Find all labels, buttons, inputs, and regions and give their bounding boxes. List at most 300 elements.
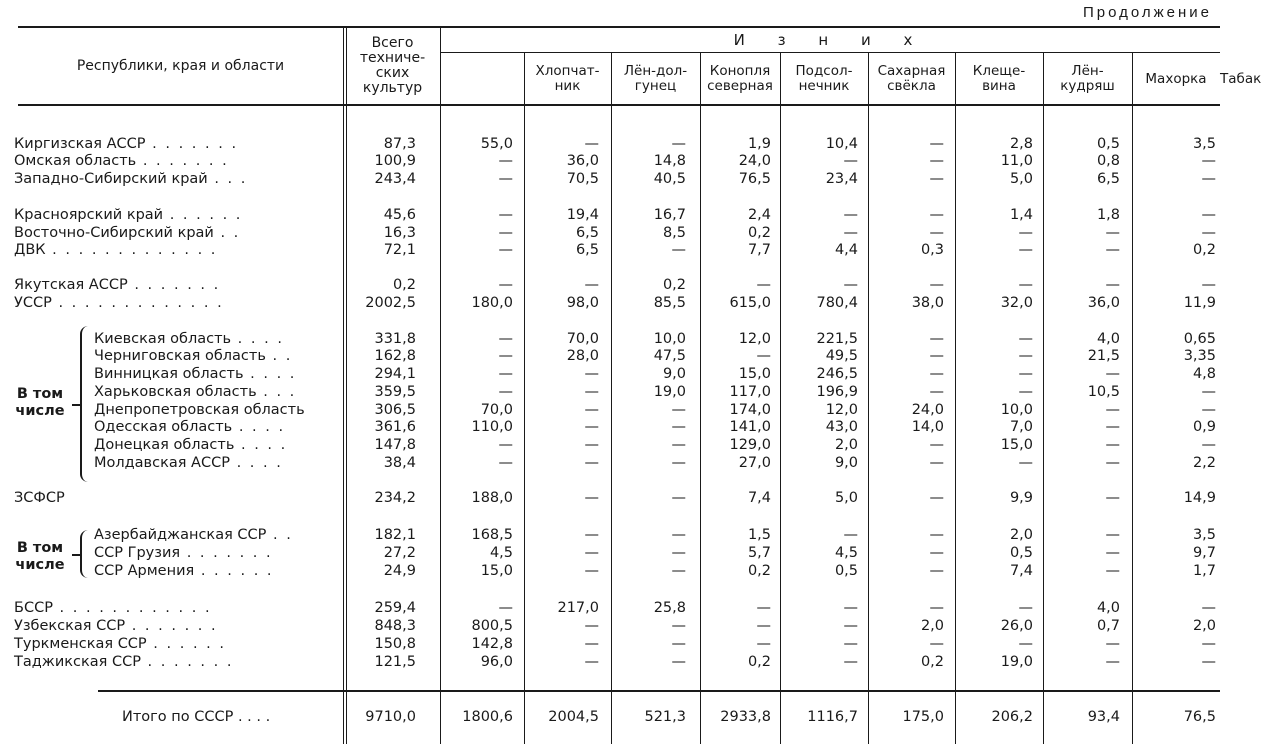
row-leader-dots: . . . . <box>243 366 297 382</box>
table-cell: 28,0 <box>566 348 599 364</box>
row-leader-dots: . . . . . . <box>194 563 274 579</box>
table-cell: 87,3 <box>383 136 416 152</box>
table-cell: — <box>843 654 858 670</box>
row-name-text: ССР Армения <box>94 563 195 579</box>
row-name <box>14 225 240 242</box>
table-cell: — <box>584 402 599 418</box>
table-cell: — <box>1105 527 1120 543</box>
group-label-ussr: В том числе <box>15 386 65 419</box>
row-name-text: Красноярский край <box>14 207 164 223</box>
table-cell: — <box>671 419 686 435</box>
column-rule <box>343 28 344 744</box>
row-name <box>94 331 284 348</box>
table-cell: — <box>929 384 944 400</box>
table-cell: 217,0 <box>557 600 599 616</box>
row-name <box>94 384 296 401</box>
row-name-text: Донецкая область <box>94 437 235 453</box>
row-name-text: Молдавская АССР <box>94 455 230 471</box>
column-rule <box>955 52 956 744</box>
row-name <box>94 563 274 580</box>
table-cell: — <box>498 277 513 293</box>
table-cell: 780,4 <box>816 295 858 311</box>
table-cell: — <box>584 563 599 579</box>
table-cell: — <box>756 348 771 364</box>
table-cell: — <box>498 455 513 471</box>
continuation-label: Продолжение <box>1082 4 1212 21</box>
table-cell: 47,5 <box>653 348 686 364</box>
table-cell: — <box>584 545 599 561</box>
table-cell: 5,7 <box>747 545 771 561</box>
table-cell: — <box>671 455 686 471</box>
table-cell: — <box>584 654 599 670</box>
table-cell: 2,8 <box>1009 136 1033 152</box>
table-cell: 70,5 <box>566 171 599 187</box>
table-cell: 16,7 <box>653 207 686 223</box>
row-name-text: Одесская область <box>94 419 233 435</box>
table-cell: 14,9 <box>1183 490 1216 506</box>
table-cell: — <box>929 636 944 652</box>
table-cell: 16,3 <box>383 225 416 241</box>
table-cell: — <box>929 455 944 471</box>
table-cell: — <box>1105 563 1120 579</box>
crop-header: Клеще- вина <box>972 63 1026 94</box>
total-cell: 175,0 <box>902 709 944 725</box>
table-cell: — <box>929 136 944 152</box>
table-cell: 162,8 <box>374 348 416 364</box>
table-cell: — <box>584 136 599 152</box>
crop-header: Подсол- нечник <box>795 63 853 94</box>
row-name <box>14 618 218 635</box>
row-name-text: Таджикская ССР <box>14 654 141 670</box>
table-cell: 15,0 <box>480 563 513 579</box>
table-cell: — <box>584 277 599 293</box>
table-cell: 6,5 <box>575 242 599 258</box>
table-cell: — <box>1105 545 1120 561</box>
row-leader-dots: . . . . . . . . . . . . . <box>45 242 218 258</box>
table-cell: 23,4 <box>825 171 858 187</box>
table-cell: 14,8 <box>653 153 686 169</box>
table-cell: 15,0 <box>1000 437 1033 453</box>
table-cell: 2,0 <box>1192 618 1216 634</box>
table-cell: 0,9 <box>1192 419 1216 435</box>
row-name <box>14 636 226 653</box>
table-cell: 243,4 <box>374 171 416 187</box>
table-cell: 24,0 <box>911 402 944 418</box>
table-cell: 27,2 <box>383 545 416 561</box>
table-cell: 7,0 <box>1009 419 1033 435</box>
table-cell: 121,5 <box>374 654 416 670</box>
table-cell: — <box>671 654 686 670</box>
crop-header: Табак <box>1220 70 1261 87</box>
table-cell: 40,5 <box>653 171 686 187</box>
table-cell: — <box>671 545 686 561</box>
header-of-which: И з н и х <box>733 31 927 49</box>
row-name <box>94 437 287 454</box>
table-cell: 12,0 <box>825 402 858 418</box>
table-cell: — <box>671 402 686 418</box>
table-cell: 1,4 <box>1009 207 1033 223</box>
table-cell: — <box>1018 225 1033 241</box>
table-cell: — <box>1201 437 1216 453</box>
table-cell: — <box>584 636 599 652</box>
table-cell: 0,2 <box>662 277 686 293</box>
table-cell: — <box>1201 654 1216 670</box>
row-leader-dots: . . <box>265 348 293 364</box>
column-rule <box>780 52 781 744</box>
table-cell: 246,5 <box>816 366 858 382</box>
table-cell: 3,5 <box>1192 527 1216 543</box>
row-name-text: УССР <box>14 295 52 311</box>
table-cell: 19,0 <box>1000 654 1033 670</box>
row-leader-dots: . . . . . . . <box>180 545 273 561</box>
table-cell: 2,0 <box>1009 527 1033 543</box>
table-cell: 96,0 <box>480 654 513 670</box>
table-cell: 0,5 <box>834 563 858 579</box>
table-cell: 32,0 <box>1000 295 1033 311</box>
table-cell: 0,5 <box>1009 545 1033 561</box>
table-cell: — <box>498 366 513 382</box>
column-rule <box>524 52 525 744</box>
table-cell: — <box>671 563 686 579</box>
table-cell: — <box>929 207 944 223</box>
table-cell: 331,8 <box>374 331 416 347</box>
row-name-text: ДВК <box>14 242 46 258</box>
table-cell: 1,9 <box>747 136 771 152</box>
table-cell: — <box>929 366 944 382</box>
row-name <box>14 171 247 188</box>
header-bottom-rule <box>18 104 1220 106</box>
table-cell: 150,8 <box>374 636 416 652</box>
table-cell: — <box>671 527 686 543</box>
table-cell: 38,4 <box>383 455 416 471</box>
row-leader-dots: . . . <box>256 384 297 400</box>
row-name-text: Западно-Сибирский край <box>14 171 208 187</box>
table-cell: 6,5 <box>1096 171 1120 187</box>
table-cell: — <box>584 384 599 400</box>
table-cell: 221,5 <box>816 331 858 347</box>
table-cell: — <box>584 419 599 435</box>
table-cell: 1,8 <box>1096 207 1120 223</box>
row-leader-dots: . . <box>266 527 293 543</box>
crop-header: Хлопчат- ник <box>535 63 600 94</box>
total-cell: 1800,6 <box>462 709 513 725</box>
row-name <box>94 366 296 383</box>
table-cell: 70,0 <box>480 402 513 418</box>
table-cell: — <box>498 153 513 169</box>
table-cell: — <box>929 545 944 561</box>
total-cell: 9710,0 <box>365 709 416 725</box>
table-cell: — <box>843 618 858 634</box>
table-cell: — <box>498 348 513 364</box>
table-cell: — <box>498 384 513 400</box>
table-cell: 85,5 <box>653 295 686 311</box>
table-cell: — <box>756 277 771 293</box>
row-leader-dots: . . . . . . . <box>136 153 229 169</box>
table-cell: 117,0 <box>729 384 771 400</box>
table-cell: — <box>1201 153 1216 169</box>
table-cell: — <box>1018 348 1033 364</box>
table-cell: 4,5 <box>834 545 858 561</box>
row-leader-dots: . . . . . . . <box>125 618 218 634</box>
table-cell: 100,9 <box>374 153 416 169</box>
table-cell: — <box>498 242 513 258</box>
table-cell: — <box>1105 636 1120 652</box>
table-cell: — <box>756 636 771 652</box>
column-rule <box>700 52 701 744</box>
table-cell: 25,8 <box>653 600 686 616</box>
table-cell: 27,0 <box>738 455 771 471</box>
table-cell: 1,7 <box>1192 563 1216 579</box>
table-cell: 36,0 <box>566 153 599 169</box>
row-leader-dots: . . . . . . . <box>127 277 221 293</box>
table-cell: 10,4 <box>825 136 858 152</box>
total-cell: 1116,7 <box>807 709 858 725</box>
crop-header: Лён-дол- гунец <box>623 63 688 94</box>
header-total: Всего техниче- ских культур <box>359 35 426 96</box>
row-name <box>14 136 238 153</box>
table-cell: 141,0 <box>729 419 771 435</box>
table-cell: — <box>584 437 599 453</box>
table-cell: — <box>1105 419 1120 435</box>
table-cell: 174,0 <box>729 402 771 418</box>
table-cell: 5,0 <box>1009 171 1033 187</box>
row-leader-dots: . . . . <box>229 455 283 471</box>
crop-header: Конопля северная <box>707 63 773 94</box>
table-cell: — <box>929 171 944 187</box>
table-cell: — <box>1105 277 1120 293</box>
table-cell: — <box>1018 455 1033 471</box>
table-cell: 848,3 <box>374 618 416 634</box>
table-cell: 19,4 <box>566 207 599 223</box>
table-cell: — <box>929 600 944 616</box>
table-cell: — <box>1105 654 1120 670</box>
table-cell: — <box>1018 366 1033 382</box>
table-cell: — <box>584 455 599 471</box>
table-cell: — <box>843 153 858 169</box>
table-cell: 49,5 <box>825 348 858 364</box>
row-leader-dots: . . . . . . . . . . . . . <box>51 295 224 311</box>
row-leader-dots: . . . . . . <box>163 207 243 223</box>
table-cell: 9,7 <box>1192 545 1216 561</box>
row-name <box>14 153 229 170</box>
table-cell: — <box>1201 207 1216 223</box>
table-cell: — <box>1105 455 1120 471</box>
table-cell: — <box>929 331 944 347</box>
table-cell: — <box>756 618 771 634</box>
row-leader-dots: . . . <box>207 171 248 187</box>
table-cell: 55,0 <box>480 136 513 152</box>
row-name <box>14 207 242 224</box>
table-cell: — <box>756 600 771 616</box>
row-name <box>14 490 65 507</box>
table-cell: 0,8 <box>1096 153 1120 169</box>
table-cell: 0,3 <box>920 242 944 258</box>
total-cell: 2004,5 <box>548 709 599 725</box>
table-cell: 76,5 <box>738 171 771 187</box>
row-leader-dots: . . . . <box>231 331 284 347</box>
table-cell: 7,4 <box>1009 563 1033 579</box>
row-name <box>94 545 273 562</box>
row-leader-dots: . . <box>213 225 241 241</box>
izn-rule <box>440 52 1220 53</box>
row-name-text: Восточно-Сибирский край <box>14 225 214 241</box>
table-cell: — <box>498 207 513 223</box>
table-cell: 180,0 <box>471 295 513 311</box>
table-cell: 6,5 <box>575 225 599 241</box>
table-cell: 0,2 <box>1192 242 1216 258</box>
table-cell: 234,2 <box>374 490 416 506</box>
table-cell: 14,0 <box>911 419 944 435</box>
table-cell: 306,5 <box>374 402 416 418</box>
table-cell: 196,9 <box>816 384 858 400</box>
group-brace-ussr <box>80 326 92 482</box>
table-cell: — <box>671 636 686 652</box>
table-cell: — <box>1201 225 1216 241</box>
row-leader-dots: . . . . <box>234 437 288 453</box>
row-name-text: Киргизская АССР <box>14 136 146 152</box>
table-cell: 10,0 <box>653 331 686 347</box>
total-cell: 93,4 <box>1087 709 1120 725</box>
table-cell: 9,9 <box>1009 490 1033 506</box>
table-cell: 4,0 <box>1096 600 1120 616</box>
table-cell: 2,2 <box>1192 455 1216 471</box>
row-name-text: ССР Грузия <box>94 545 181 561</box>
table-cell: — <box>584 618 599 634</box>
table-cell: — <box>843 636 858 652</box>
table-cell: — <box>929 437 944 453</box>
crop-header: Лён- кудряш <box>1060 63 1115 94</box>
total-cell: 2933,8 <box>720 709 771 725</box>
crop-header: Махорка <box>1145 70 1207 87</box>
table-cell: — <box>843 527 858 543</box>
table-cell: — <box>1018 636 1033 652</box>
table-cell: 43,0 <box>825 419 858 435</box>
table-cell: 72,1 <box>383 242 416 258</box>
table-cell: 0,7 <box>1096 618 1120 634</box>
table-cell: 12,0 <box>738 331 771 347</box>
table-cell: 15,0 <box>738 366 771 382</box>
table-cell: 259,4 <box>374 600 416 616</box>
table-cell: — <box>1105 225 1120 241</box>
row-leader-dots: . . . . . . . . . . . . <box>52 600 212 616</box>
total-rule <box>98 690 1220 692</box>
table-cell: 38,0 <box>911 295 944 311</box>
table-cell: 0,2 <box>747 225 771 241</box>
table-cell: — <box>1201 277 1216 293</box>
table-cell: 142,8 <box>471 636 513 652</box>
table-cell: 4,4 <box>834 242 858 258</box>
table-cell: — <box>1105 242 1120 258</box>
total-cell: 76,5 <box>1183 709 1216 725</box>
row-leader-dots: . . . . . . . <box>140 654 234 670</box>
table-cell: — <box>498 600 513 616</box>
table-cell: 9,0 <box>662 366 686 382</box>
table-cell: — <box>1105 490 1120 506</box>
row-leader-dots: . . . . . . . <box>145 136 239 152</box>
table-cell: 0,2 <box>920 654 944 670</box>
table-cell: 2,0 <box>920 618 944 634</box>
table-cell: 10,0 <box>1000 402 1033 418</box>
table-cell: — <box>929 527 944 543</box>
column-rule <box>1132 52 1133 744</box>
table-cell: 4,0 <box>1096 331 1120 347</box>
table-cell: — <box>1201 636 1216 652</box>
row-name <box>94 419 285 436</box>
row-name <box>14 277 220 294</box>
table-cell: 800,5 <box>471 618 513 634</box>
table-cell: 2002,5 <box>365 295 416 311</box>
table-cell: 7,7 <box>747 242 771 258</box>
table-cell: — <box>498 437 513 453</box>
row-leader-dots: . . . . <box>232 419 286 435</box>
table-cell: 3,35 <box>1183 348 1216 364</box>
table-cell: — <box>929 153 944 169</box>
table-cell: 129,0 <box>729 437 771 453</box>
total-cell: 206,2 <box>991 709 1033 725</box>
row-name-text: Харьковская область <box>94 384 257 400</box>
row-name-text: Туркменская ССР <box>14 636 147 652</box>
table-cell: 0,65 <box>1183 331 1216 347</box>
table-cell: 36,0 <box>1087 295 1120 311</box>
table-cell: 0,2 <box>747 654 771 670</box>
table-cell: 26,0 <box>1000 618 1033 634</box>
table-cell: — <box>1201 171 1216 187</box>
table-cell: 0,2 <box>747 563 771 579</box>
column-rule <box>611 52 612 744</box>
table-cell: — <box>1201 402 1216 418</box>
row-name-text: Узбекская ССР <box>14 618 126 634</box>
row-name-text: Азербайджанская ССР <box>94 527 267 543</box>
table-cell: 294,1 <box>374 366 416 382</box>
table-cell: 147,8 <box>374 437 416 453</box>
row-name-text: Винницкая область <box>94 366 244 382</box>
row-name-text: Якутская АССР <box>14 277 128 293</box>
header-region: Республики, края и области <box>76 57 285 74</box>
table-cell: 359,5 <box>374 384 416 400</box>
row-name <box>14 242 217 259</box>
table-cell: 0,2 <box>392 277 416 293</box>
table-cell: — <box>929 225 944 241</box>
row-name <box>14 295 224 312</box>
row-name <box>94 402 305 419</box>
table-cell: — <box>1018 331 1033 347</box>
table-cell: — <box>584 366 599 382</box>
table-cell: 21,5 <box>1087 348 1120 364</box>
row-name <box>94 527 293 544</box>
row-name-text: Омская область <box>14 153 137 169</box>
table-cell: — <box>1201 600 1216 616</box>
table-cell: 10,5 <box>1087 384 1120 400</box>
table-cell: 4,8 <box>1192 366 1216 382</box>
column-rule <box>440 28 441 744</box>
row-name <box>94 455 283 472</box>
table-cell: — <box>671 618 686 634</box>
table-cell: — <box>671 136 686 152</box>
table-cell: 3,5 <box>1192 136 1216 152</box>
table-cell: — <box>1105 366 1120 382</box>
row-name <box>14 600 212 617</box>
table-cell: — <box>843 207 858 223</box>
table-cell: — <box>929 277 944 293</box>
table-cell: — <box>1201 384 1216 400</box>
row-name-text: ЗСФСР <box>14 490 65 506</box>
table-cell: — <box>843 600 858 616</box>
table-cell: — <box>929 348 944 364</box>
table-cell: — <box>584 527 599 543</box>
crop-header: Сахарная свёкла <box>877 63 946 94</box>
table-cell: 110,0 <box>471 419 513 435</box>
table-cell: 182,1 <box>374 527 416 543</box>
